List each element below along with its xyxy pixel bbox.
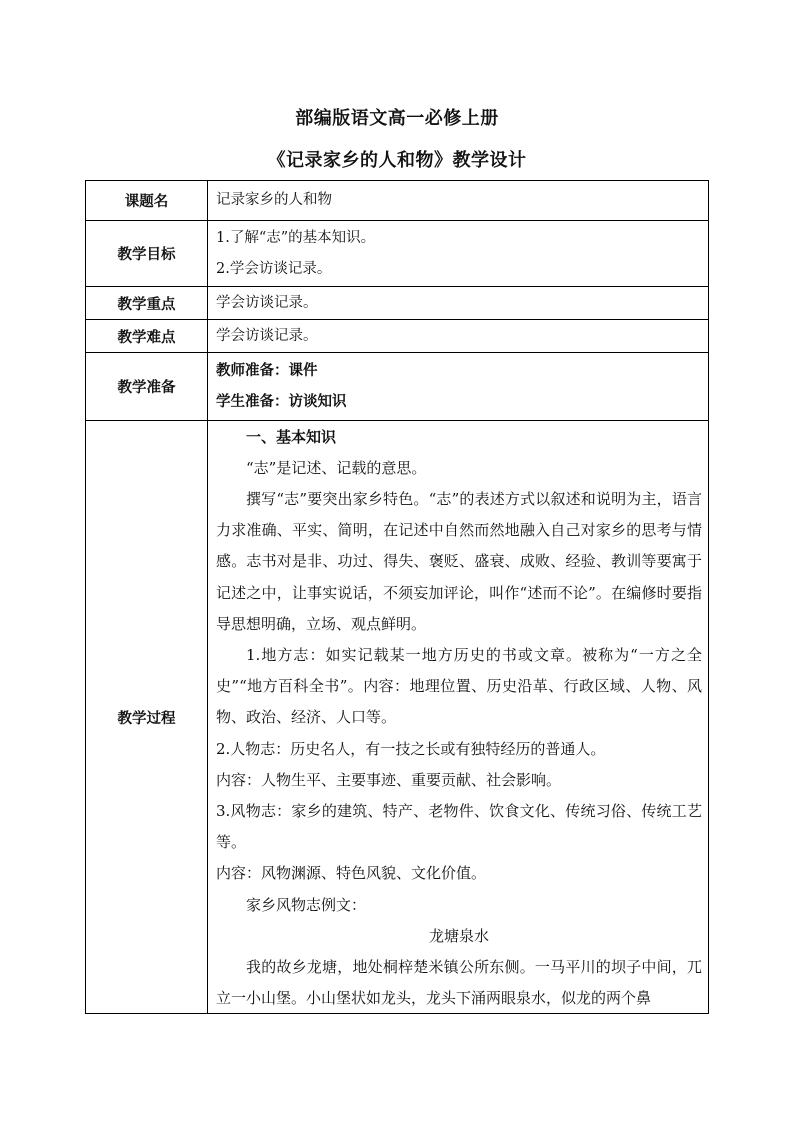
paragraph: 内容：人物生平、主要事迹、重要贡献、社会影响。 <box>216 770 562 789</box>
row-value-process <box>208 421 709 1014</box>
table-row-topic <box>86 181 709 221</box>
paragraph: “志”是记述、记载的意思。 <box>246 458 427 477</box>
row-label-goals: 教学目标 <box>86 221 208 287</box>
table-row-key-point <box>86 287 709 320</box>
row-value-difficulty: 学会访谈记录。 <box>208 320 709 353</box>
section-heading: 一、基本知识 <box>246 427 337 446</box>
table-row-process <box>86 421 709 1014</box>
paragraph: 撰写“志”要突出家乡特色。“志”的表述方式以叙述和说明为主，语言力求准确、平实、简明，在记述中自然而然地融入自己对家乡的思考与情感。志书对是非、功过、得失、褒贬、盛衰、成败、经验、教训等要寓于记述之中，让事实说话，不须妄加评论，叫作“述而不论”。在编修时要指导思想明确，立场、观点鲜明。 <box>216 489 702 633</box>
paragraph: 我的故乡龙塘，地处桐梓楚米镇公所东侧。一马平川的坝子中间，兀立一小山堡。小山堡状如龙头，龙头下涌两眼泉水，似龙的两个鼻 <box>216 957 702 1008</box>
row-value-goals <box>208 221 709 287</box>
paragraph: 1.地方志：如实记载某一地方历史的书或文章。被称为“一方之全史”“地方百科全书”。内容：地理位置、历史沿革、行政区域、人物、风物、政治、经济、人口等。 <box>216 645 702 727</box>
paragraph: 家乡风物志例文： <box>246 895 367 914</box>
row-label-difficulty: 教学难点 <box>86 320 208 353</box>
preparation-item: 学生准备：访谈知识 <box>216 393 347 410</box>
lesson-plan-table <box>85 180 709 1014</box>
table-row-goals <box>86 221 709 287</box>
table-row-difficulty <box>86 320 709 353</box>
row-value-preparation <box>208 353 709 421</box>
row-label-preparation: 教学准备 <box>86 353 208 421</box>
paragraph: 3.风物志：家乡的建筑、特产、老物件、饮食文化、传统习俗、传统工艺等。 <box>216 801 702 852</box>
row-label-process: 教学过程 <box>86 421 208 1014</box>
example-title: 龙塘泉水 <box>428 926 489 945</box>
goal-item: 2.学会访谈记录。 <box>216 260 332 277</box>
paragraph: 2.人物志：历史名人，有一技之长或有独特经历的普通人。 <box>216 739 606 758</box>
paragraph: 内容：风物渊源、特色风貌、文化价值。 <box>216 864 487 883</box>
goal-item: 1.了解“志”的基本知识。 <box>216 229 376 246</box>
row-value-key-point: 学会访谈记录。 <box>208 287 709 320</box>
row-label-topic: 课题名 <box>86 181 208 221</box>
row-value-topic: 记录家乡的人和物 <box>208 181 709 221</box>
document-title: 部编版语文高一必修上册 <box>295 108 499 129</box>
table-row-preparation <box>86 353 709 421</box>
preparation-item: 教师准备：课件 <box>216 362 318 379</box>
row-label-key-point: 教学重点 <box>86 287 208 320</box>
document-subtitle: 《记录家乡的人和物》教学设计 <box>267 150 527 171</box>
